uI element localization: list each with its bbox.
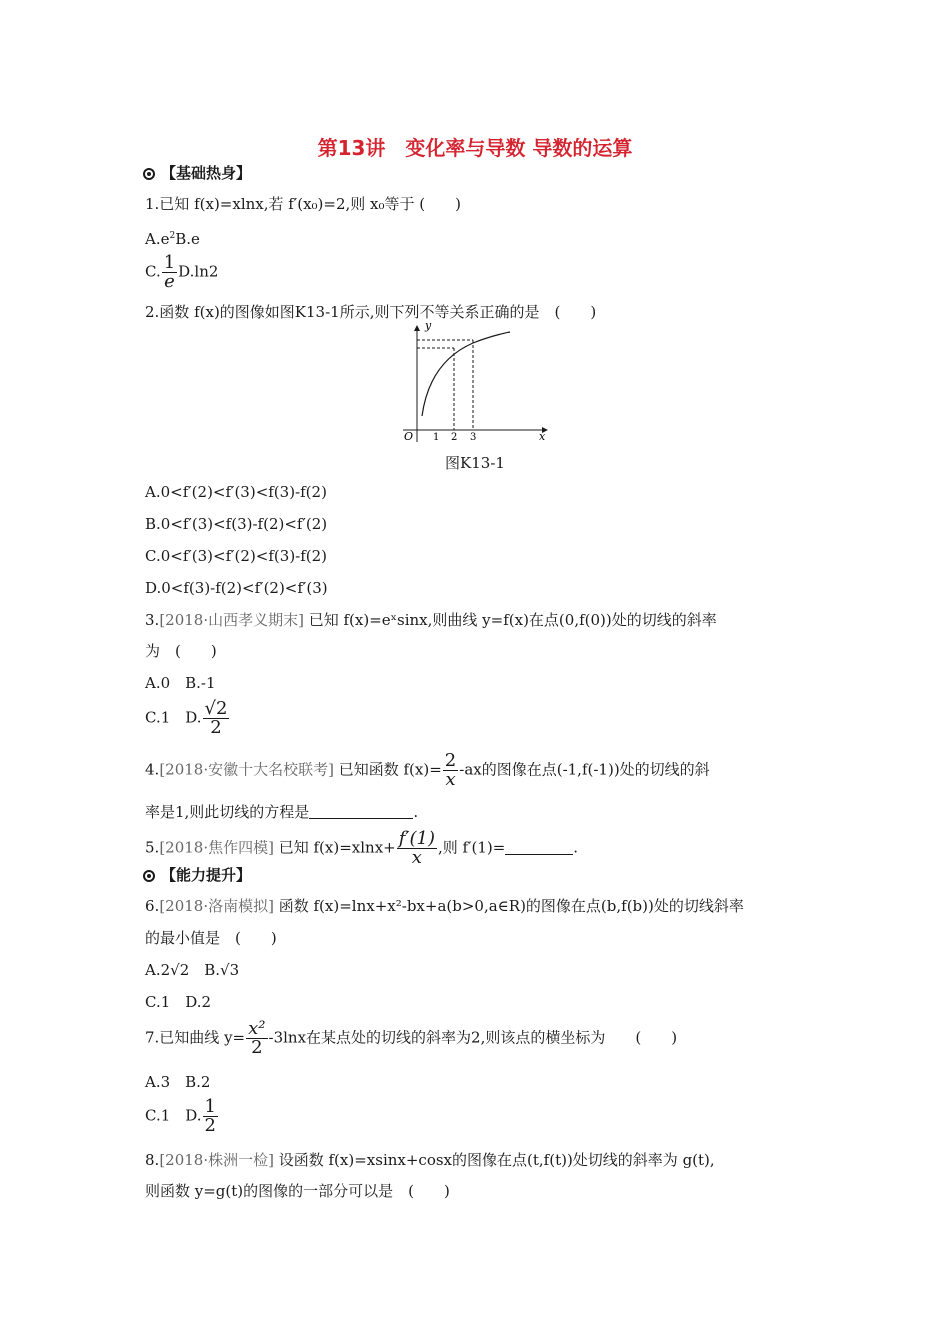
- origin-label: O: [404, 430, 414, 443]
- question-1-options-ab: $A.e^2B.e$: [145, 230, 200, 248]
- question-2-option-d: D.0<f(3)-f(2)<f′(2)<f′(3): [145, 579, 328, 597]
- curve-fx: [422, 332, 510, 416]
- fraction-2-over-x: $\frac{2}{x}$: [444, 750, 457, 790]
- question-2-option-b: B.0<f′(3)<f(3)-f(2)<f′(2): [145, 515, 328, 533]
- tick-1: 1: [433, 432, 440, 443]
- question-8-stem: 8.[2018·株洲一检] 设函数 f(x)=xsinx+cosx的图像在点(t,f(t))处切线的斜率为 g(t),: [145, 1151, 715, 1169]
- target-icon: [143, 168, 155, 180]
- section-ability: 【能力提升】: [143, 864, 251, 885]
- question-3-stem: 3.[2018·山西孝义期末] 已知 f(x)=eˣsinx,则曲线 y=f(x)在点(0,f(0))处的切线的斜率: [145, 611, 717, 629]
- question-1-stem: 1.已知 f(x)=xlnx,若 f′(x₀)=2,则 x₀等于 ( ): [145, 195, 462, 213]
- question-2-option-c: C.0<f′(3)<f′(2)<f(3)-f(2): [145, 547, 328, 565]
- question-6-stem-cont: 的最小值是 ( ): [145, 929, 277, 947]
- question-4-stem: 4.[2018·安徽十大名校联考] 已知函数 f(x)= $\frac{2}{x}$ -ax的图像在点(-1,f(-1))处的切线的斜: [145, 750, 710, 790]
- question-4-stem-cont: 率是1,则此切线的方程是 .: [145, 803, 419, 821]
- target-icon: [143, 870, 155, 882]
- question-1-options-cd: C. $\frac{1}{e}$ D.ln2: [145, 252, 219, 292]
- question-2-stem: 2.函数 f(x)的图像如图K13-1所示,则下列不等关系正确的是 ( ): [145, 303, 597, 321]
- question-8-stem-cont: 则函数 y=g(t)的图像的一部分可以是 ( ): [145, 1182, 450, 1200]
- x-label: x: [539, 430, 546, 443]
- question-3-stem-cont: 为 ( ): [145, 642, 217, 660]
- fraction-1-over-2: $\frac{1}{2}$: [204, 1096, 216, 1136]
- question-5-stem: 5.[2018·焦作四模] 已知 f(x)=xlnx+ $\frac{f'(1)}{x}$ ,则 f′(1)= .: [145, 828, 579, 868]
- question-2-option-a: A.0<f′(2)<f′(3)<f(3)-f(2): [145, 483, 327, 501]
- question-3-options-ab: A.0 B.-1: [145, 674, 216, 692]
- question-7-options-ab: A.3 B.2: [145, 1073, 211, 1091]
- question-6-options-ab: A.2√2 B.√3: [145, 961, 240, 979]
- section-basic: 【基础热身】: [143, 162, 251, 183]
- answer-blank[interactable]: [309, 818, 413, 819]
- function-graph: [395, 318, 560, 446]
- question-7-options-cd: C.1 D. $\frac{1}{2}$: [145, 1096, 216, 1136]
- tick-2: 2: [451, 432, 458, 443]
- fraction-x2-over-2: $\frac{\text{x²}}{2}$: [248, 1018, 266, 1058]
- question-6-stem: 6.[2018·洛南模拟] 函数 f(x)=lnx+x²-bx+a(b>0,a∈R)的图像在点(b,f(b))处的切线斜率: [145, 897, 744, 915]
- answer-blank[interactable]: [505, 854, 573, 855]
- figure-caption: 图K13-1: [445, 454, 505, 472]
- tick-3: 3: [470, 432, 477, 443]
- fraction-fprime1-over-x: $\frac{f'(1)}{x}$: [398, 828, 435, 868]
- question-6-options-cd: C.1 D.2: [145, 993, 212, 1011]
- fraction-root2-over-2: $\frac{√2}{2}$: [204, 698, 228, 738]
- y-label: y: [425, 319, 432, 332]
- question-7-stem: 7.已知曲线 y= $\frac{\text{x²}}{2}$ -3lnx在某点处的切线的斜率为2,则该点的横坐标为 ( ): [145, 1018, 678, 1058]
- page-title: 第13讲 变化率与导数 导数的运算: [317, 136, 633, 160]
- graph-figure-k13-1: [395, 318, 560, 450]
- fraction-one-over-e: $\frac{1}{e}$: [163, 252, 176, 292]
- question-3-options-cd: C.1 D. $\frac{√2}{2}$: [145, 698, 228, 738]
